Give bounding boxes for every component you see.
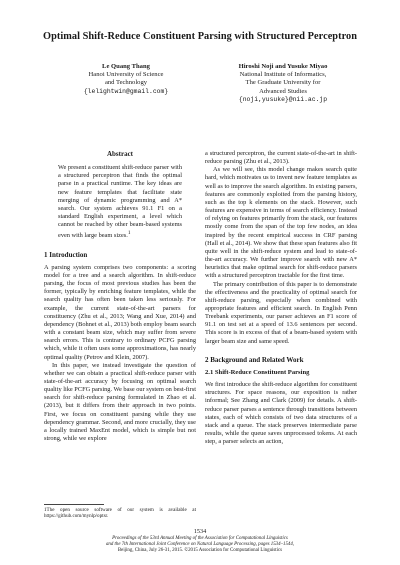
author-affiliation-line: Advanced Studies [259,87,307,95]
abstract-body: We present a constituent shift-reduce parser with a structured perceptron that finds the optimal parse in a practical runtime. The key ideas are new feature templates that facilitate state merging of dynamic programming and A* search. Our system achieves 91.1 F1 on a standard English experiment, a level which cannot be reached by other beam-based systems even with large beam sizes. [58,164,182,240]
paragraph: A parsing system comprises two components: a scoring model for a tree and a search algorithm. In shift-reduce parsing, the focus of most previous studies has been the former, typically by enriching feature templates, while the search quality has often been taken less seriously. For example, the current state-of-the-art parsers for constituency (Zhu et al., 2013; Wang and Xue, 2014) and dependency (Bohnet et al., 2013) both employ beam search with a constant beam size, which may suffer from severe search errors. This is contrary to ordinary PCFG parsing which, while it often uses some approximations, has nearly optimal quality (Petrov and Klein, 2007). [44,263,196,361]
author-email: {noji,yusuke}@nii.ac.jp [238,95,328,103]
author-affiliation-line: and Technology [104,79,148,87]
paragraph: As we will see, this model change makes search quite hard, which motivates us to invent new feature templates as well as to improve the search algorithm. In existing parsers, features are commonly exploited from the parsing history, such as the top k elements on the stack. However, such features are expensive in terms of search efficiency. Instead of relying on features primarily from the stack, our features mostly come from the span of the top few nodes, an idea inspired by the recent empirical success in CRF parsing (Hall et al., 2014). We show that these span features also fit quite well in the shift-reduce system and lead to state-of-the-art accuracy. We further improve search with new A* heuristics that make optimal search for shift-reduce parsers with a structured perceptron tractable for the first time. [205,166,357,280]
paper-title: Optimal Shift-Reduce Constituent Parsing with Structured Perceptron [43,31,357,42]
author-block-1 [64,63,188,96]
author-affiliation-line: The Graduate University for [245,79,321,87]
page-number: 1534 [193,528,207,535]
paragraph: a structured perceptron, the current state-of-the-art in shift-reduce parsing (Zhu et al., 2013). [205,150,357,166]
abstract-heading: Abstract [106,150,134,158]
proceedings-footer [62,536,338,555]
author-name: Hiroshi Noji and Yusuke Miyao [238,63,328,70]
subsection-heading: 2.1 Shift-Reduce Constituent Parsing [205,368,310,376]
author-email: {lelightwin@gmail.com} [83,87,169,95]
author-affiliation-line: Hanoi University of Science [88,71,164,79]
paragraph: The primary contribution of this paper is to demonstrate the effectiveness and the practicality of optimal search for shift-reduce parsing, especially when combined with appropriate features and efficient search. In English Penn Treebank experiments, our parser achieves an F1 score of 91.1 on test set at a speed of 13.6 sentences per second. This score is in excess of that of a beam-based system with larger beam size and same speed. [205,280,357,345]
right-column [205,150,357,446]
author-affiliation-line: National Institute of Informatics, [239,71,327,79]
proceedings-line: and the 7th International Joint Conference on Natural Language Processing, pages 1534–1544, [105,542,295,548]
proceedings-line: Proceedings of the 53rd Annual Meeting of the Association for Computational Linguistics [112,536,288,541]
paragraph: We first introduce the shift-reduce algorithm for constituent structures. For space reasons, our exposition is rather informal; See Zhang and Clark (2009) for details. A shift-reduce parser parses a sentence through transitions between states, each of which consists of two data structures of a stack and a queue. The stack preserves intermediate parse results, while the queue saves unprocessed tokens. At each step, a parser selects an action, [205,381,357,446]
author-name: Le Quang Thang [102,63,150,70]
author-block-2 [214,63,352,104]
footnote-divider [44,504,104,505]
abstract-text [58,164,182,241]
paragraph: In this paper, we instead investigate the question of whether we can obtain a practical shift-reduce parser with state-of-the-art accuracy by focusing on optimal search quality like PCFG parsing. We base our system on best-first search for shift-reduce parsing formulated in Zhao et al. (2013), but it differs from their approach in two points. First, we focus on constituent parsing while they use dependency grammar. Second, and more crucially, they use a locally trained MaxEnt model, which is simple but not strong, while we explore [44,361,196,443]
footnote: 1The open source software of our system is available at https://github.com/mynlp/optsr. [44,507,196,520]
section-heading-introduction: 1 Introduction [44,250,88,259]
proceedings-line: Beijing, China, July 26-31, 2015. ©2015 Association for Computational Linguistics [117,548,283,554]
section-heading-background: 2 Background and Related Work [205,355,304,364]
left-column [44,151,196,443]
footnote-marker: 1 [127,230,131,237]
